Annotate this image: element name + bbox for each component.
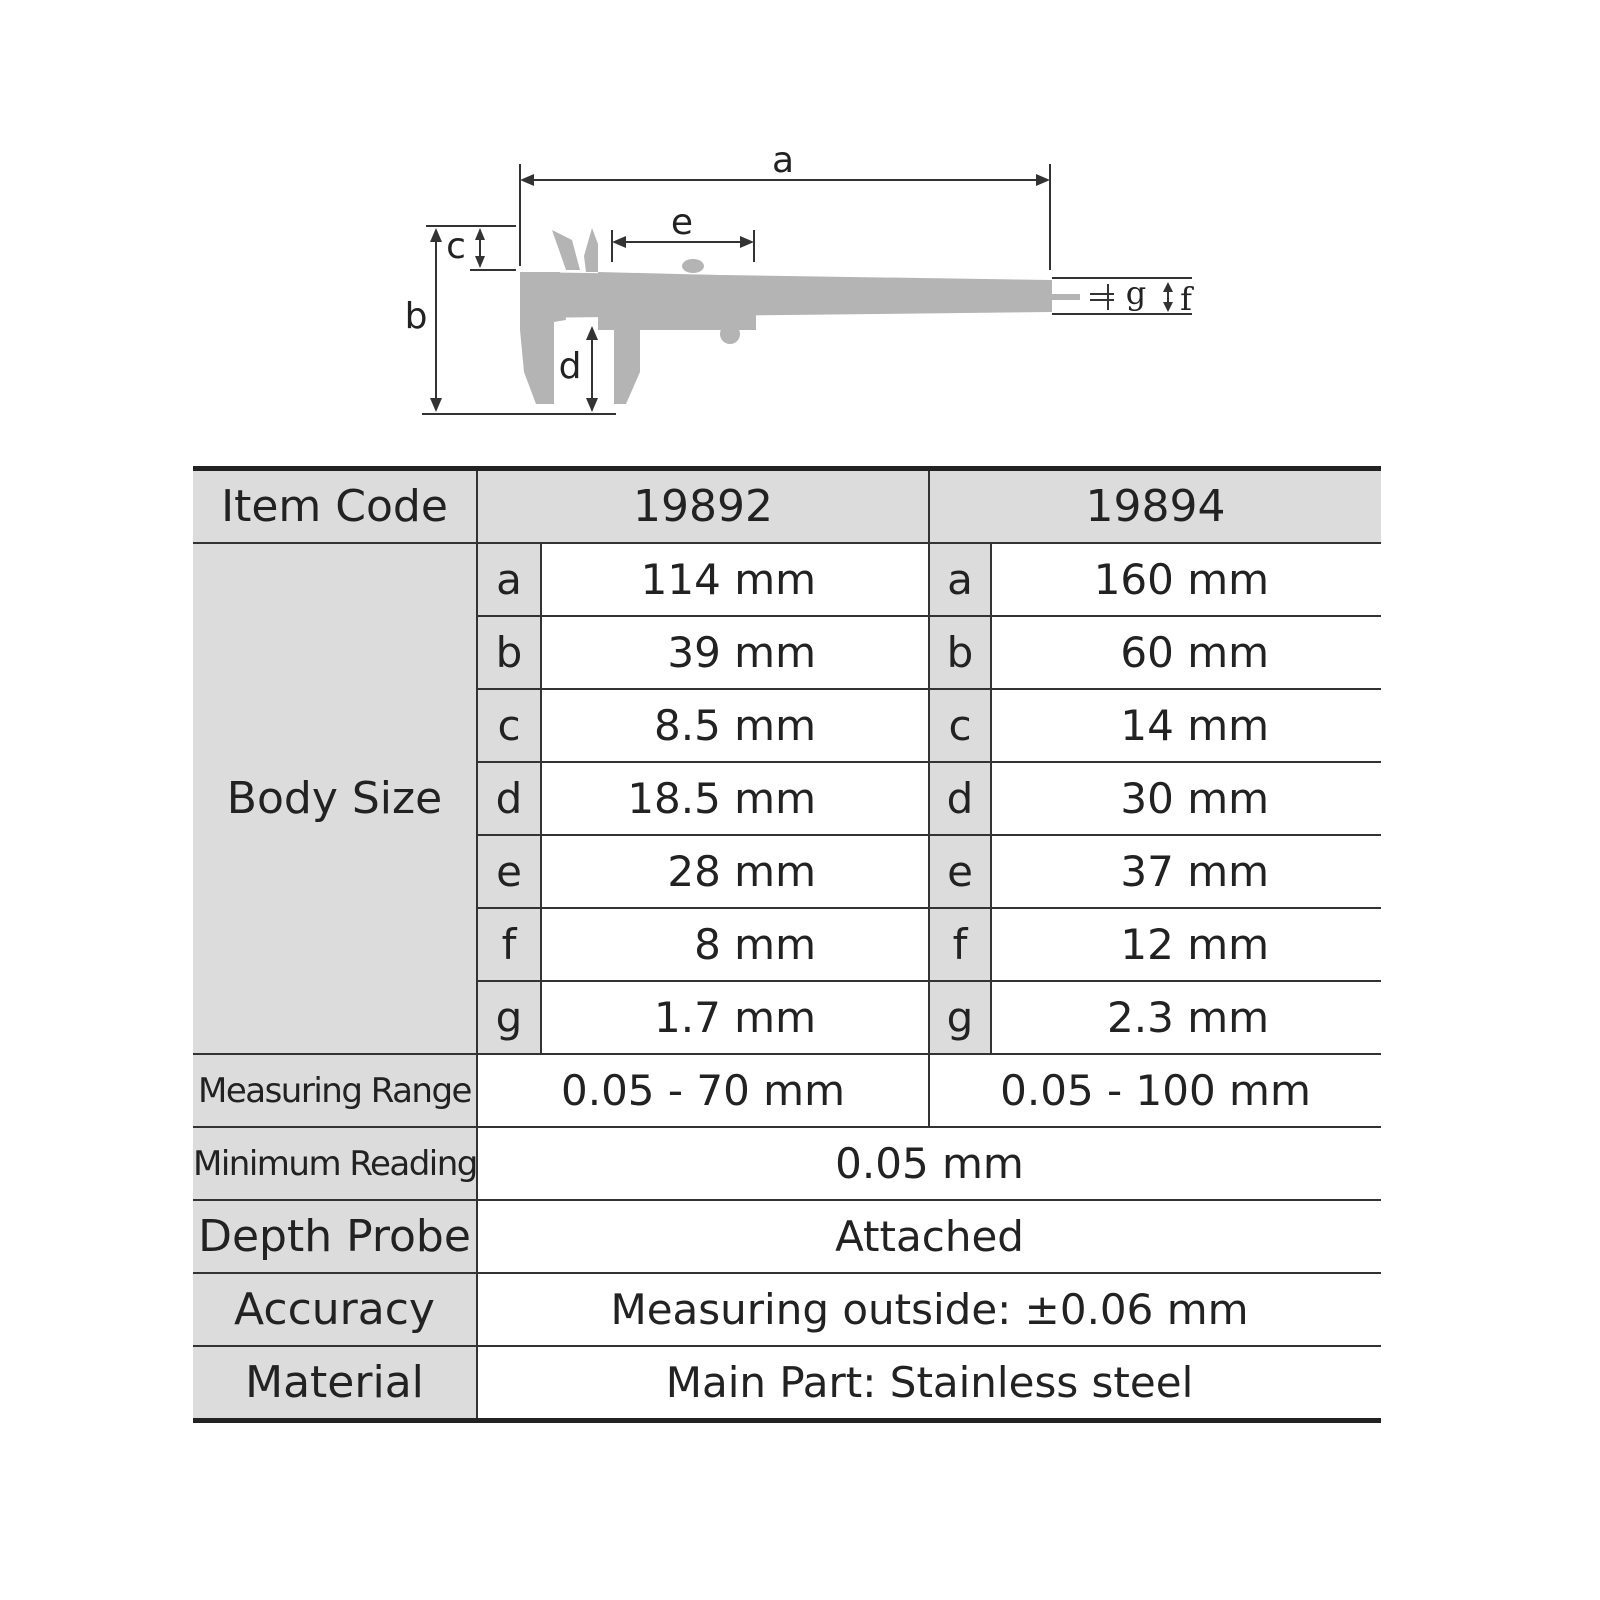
dimension-letter: f xyxy=(929,908,991,981)
dimension-letter: d xyxy=(929,762,991,835)
value-19894: 14 mm xyxy=(991,689,1381,762)
dimension-letter: a xyxy=(477,543,541,616)
value-19892: 39 mm xyxy=(541,616,929,689)
value-19894: 60 mm xyxy=(991,616,1381,689)
dimension-letter: c xyxy=(477,689,541,762)
accuracy-value: Measuring outside: ±0.06 mm xyxy=(477,1273,1381,1346)
model-code-19894: 19894 xyxy=(929,469,1381,544)
model-code-19892: 19892 xyxy=(477,469,929,544)
caliper-dimension-diagram xyxy=(0,0,1600,440)
value-19892: 1.7 mm xyxy=(541,981,929,1054)
value-19894: 30 mm xyxy=(991,762,1381,835)
label-g: g xyxy=(1125,274,1147,312)
value-19892: 18.5 mm xyxy=(541,762,929,835)
measuring-range-19892: 0.05 - 70 mm xyxy=(477,1054,929,1127)
dimension-letter: b xyxy=(477,616,541,689)
dimension-letter: d xyxy=(477,762,541,835)
value-19892: 8.5 mm xyxy=(541,689,929,762)
item-code-row xyxy=(193,469,1381,544)
accuracy-row xyxy=(193,1273,1381,1346)
minimum-reading-row xyxy=(193,1127,1381,1200)
body-size-label: Body Size xyxy=(193,543,477,1054)
measuring-range-19894: 0.05 - 100 mm xyxy=(929,1054,1381,1127)
dimension-e xyxy=(612,202,754,262)
label-e: e xyxy=(670,202,694,243)
value-19894: 160 mm xyxy=(991,543,1381,616)
body-size-row-a xyxy=(193,543,1381,616)
minimum-reading-label: Minimum Reading xyxy=(193,1127,477,1200)
minimum-reading-value: 0.05 mm xyxy=(477,1127,1381,1200)
dimension-a xyxy=(520,140,1050,270)
label-b: b xyxy=(404,296,428,337)
measuring-range-row xyxy=(193,1054,1381,1127)
material-value: Main Part: Stainless steel xyxy=(477,1346,1381,1421)
value-19892: 114 mm xyxy=(541,543,929,616)
caliper-illustration xyxy=(520,228,1080,404)
dimension-letter: b xyxy=(929,616,991,689)
dimension-letter: e xyxy=(477,835,541,908)
specification-table xyxy=(193,466,1381,1423)
dimension-letter: e xyxy=(929,835,991,908)
value-19892: 8 mm xyxy=(541,908,929,981)
label-d: d xyxy=(558,346,582,387)
value-19894: 37 mm xyxy=(991,835,1381,908)
dimension-d xyxy=(559,326,598,412)
dimension-letter: c xyxy=(929,689,991,762)
dimension-c xyxy=(426,226,516,270)
value-19894: 12 mm xyxy=(991,908,1381,981)
dimension-letter: f xyxy=(477,908,541,981)
depth-probe-row xyxy=(193,1200,1381,1273)
depth-probe-label: Depth Probe xyxy=(193,1200,477,1273)
item-code-label: Item Code xyxy=(193,469,477,544)
dimension-letter: g xyxy=(929,981,991,1054)
label-a: a xyxy=(771,140,795,181)
accuracy-label: Accuracy xyxy=(193,1273,477,1346)
value-19894: 2.3 mm xyxy=(991,981,1381,1054)
dimension-letter: g xyxy=(477,981,541,1054)
material-label: Material xyxy=(193,1346,477,1421)
label-c: c xyxy=(446,226,466,267)
dimension-letter: a xyxy=(929,543,991,616)
value-19892: 28 mm xyxy=(541,835,929,908)
label-f: f xyxy=(1180,280,1192,318)
material-row xyxy=(193,1346,1381,1421)
measuring-range-label: Measuring Range xyxy=(193,1054,477,1127)
depth-probe-value: Attached xyxy=(477,1200,1381,1273)
